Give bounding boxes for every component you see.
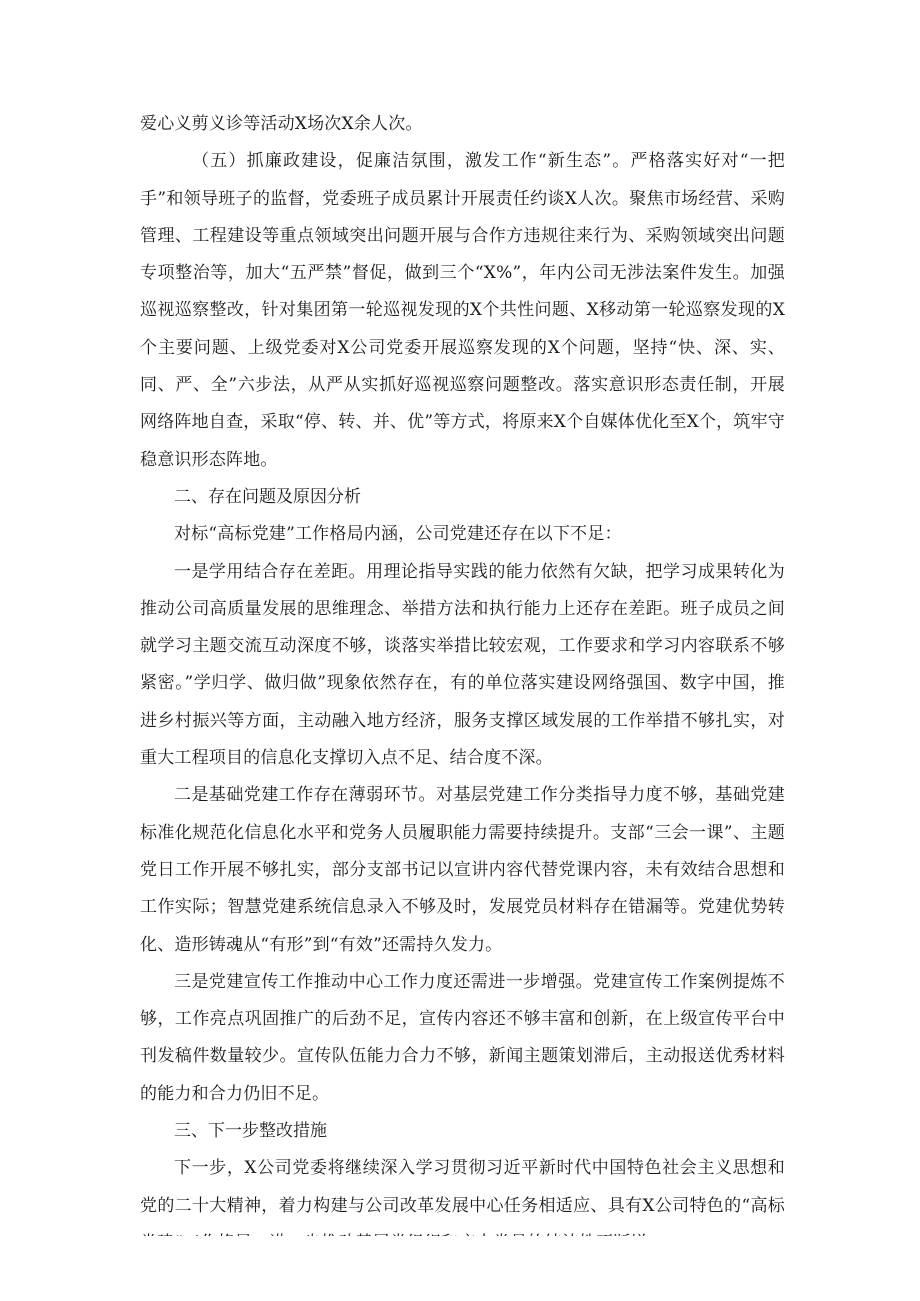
paragraph-continuation: 爱心义剪义诊等活动X场次X余人次。 [140, 114, 423, 134]
paragraph-problem-three: 三是党建宣传工作推动中心工作力度还需进一步增强。党建宣传工作案例提炼不够，工作亮点巩固推广的后劲不足，宣传内容还不够丰富和创新，在上级宣传平台中刊发稿件数量较少。宣传队伍能力合力不够，新闻主题策划滞后，主动报送优秀材料的能力和合力仍旧不足。 [140, 971, 785, 1104]
page-bottom-margin [0, 1236, 920, 1301]
paragraph-next-steps: 下一步，X公司党委将继续深入学习贯彻习近平新时代中国特色社会主义思想和党的二十大精神，着力构建与公司改革发展中心任务相适应、具有X公司特色的“高标 [140, 1158, 785, 1216]
section-heading-problems: 二、存在问题及原因分析 [174, 486, 361, 507]
paragraph-problem-one: 一是学用结合存在差距。用理论指导实践的能力依然有欠缺，把学习成果转化为推动公司高质量发展的思维理念、举措方法和执行能力上还存在差距。班子成员之间就学习主题交流互动深度不够，谈落实举措比较宏观，工作要求和学习内容联系不够紧密。”学归学、做归做”现象依然存在，有的单位落实建设网络强国、数字中国，推进乡村振兴等方面，主动融入地方经济，服务支撑区域发展的工作举措不够扎实，对重大工程项目的信息化支撑切入点不足、结合度不深。 [140, 561, 785, 769]
paragraph-integrity-building: （五）抓廉政建设，促廉洁氛围，激发工作“新生态”。严格落实好对“一把手”和领导班子的监督，党委班子成员累计开展责任约谈X人次。聚焦市场经营、采购管理、工程建设等重点领域突出问题开展与合作方违规往来行为、采购领域突出问题专项整治等，加大“五严禁”督促，做到三个“X%”，年内公司无涉法案件发生。加强巡视巡察整改，针对集团第一轮巡视发现的X个共性问题、X移动第一轮巡察发现的X个主要问题、上级党委对X公司党委开展巡察发现的X个问题，坚持“快、深、实、同、严、全”六步法，从严从实抓好巡视巡察问题整改。落实意识形态责任制，开展网络阵地自查，采取“停、转、并、优”等方式，将原来X个自媒体优化至X个，筑牢守稳意识形态阵地。 [140, 151, 785, 470]
document-page [140, 106, 785, 1262]
paragraph-intro-shortcomings: 对标“高标党建”工作格局内涵，公司党建还存在以下不足： [174, 524, 622, 545]
paragraph-problem-two: 二是基础党建工作存在薄弱环节。对基层党建工作分类指导力度不够，基础党建标准化规范化信息化水平和党务人员履职能力需要持续提升。支部“三会一课”、主题党日工作开展不够扎实，部分支部书记以宣讲内容代替党课内容，未有效结合思想和工作实际；智慧党建系统信息录入不够及时，发展党员材料存在错漏等。党建优势转化、造形铸魂从“有形”到“有效”还需持久发力。 [140, 785, 785, 955]
section-heading-measures: 三、下一步整改措施 [174, 1121, 327, 1142]
